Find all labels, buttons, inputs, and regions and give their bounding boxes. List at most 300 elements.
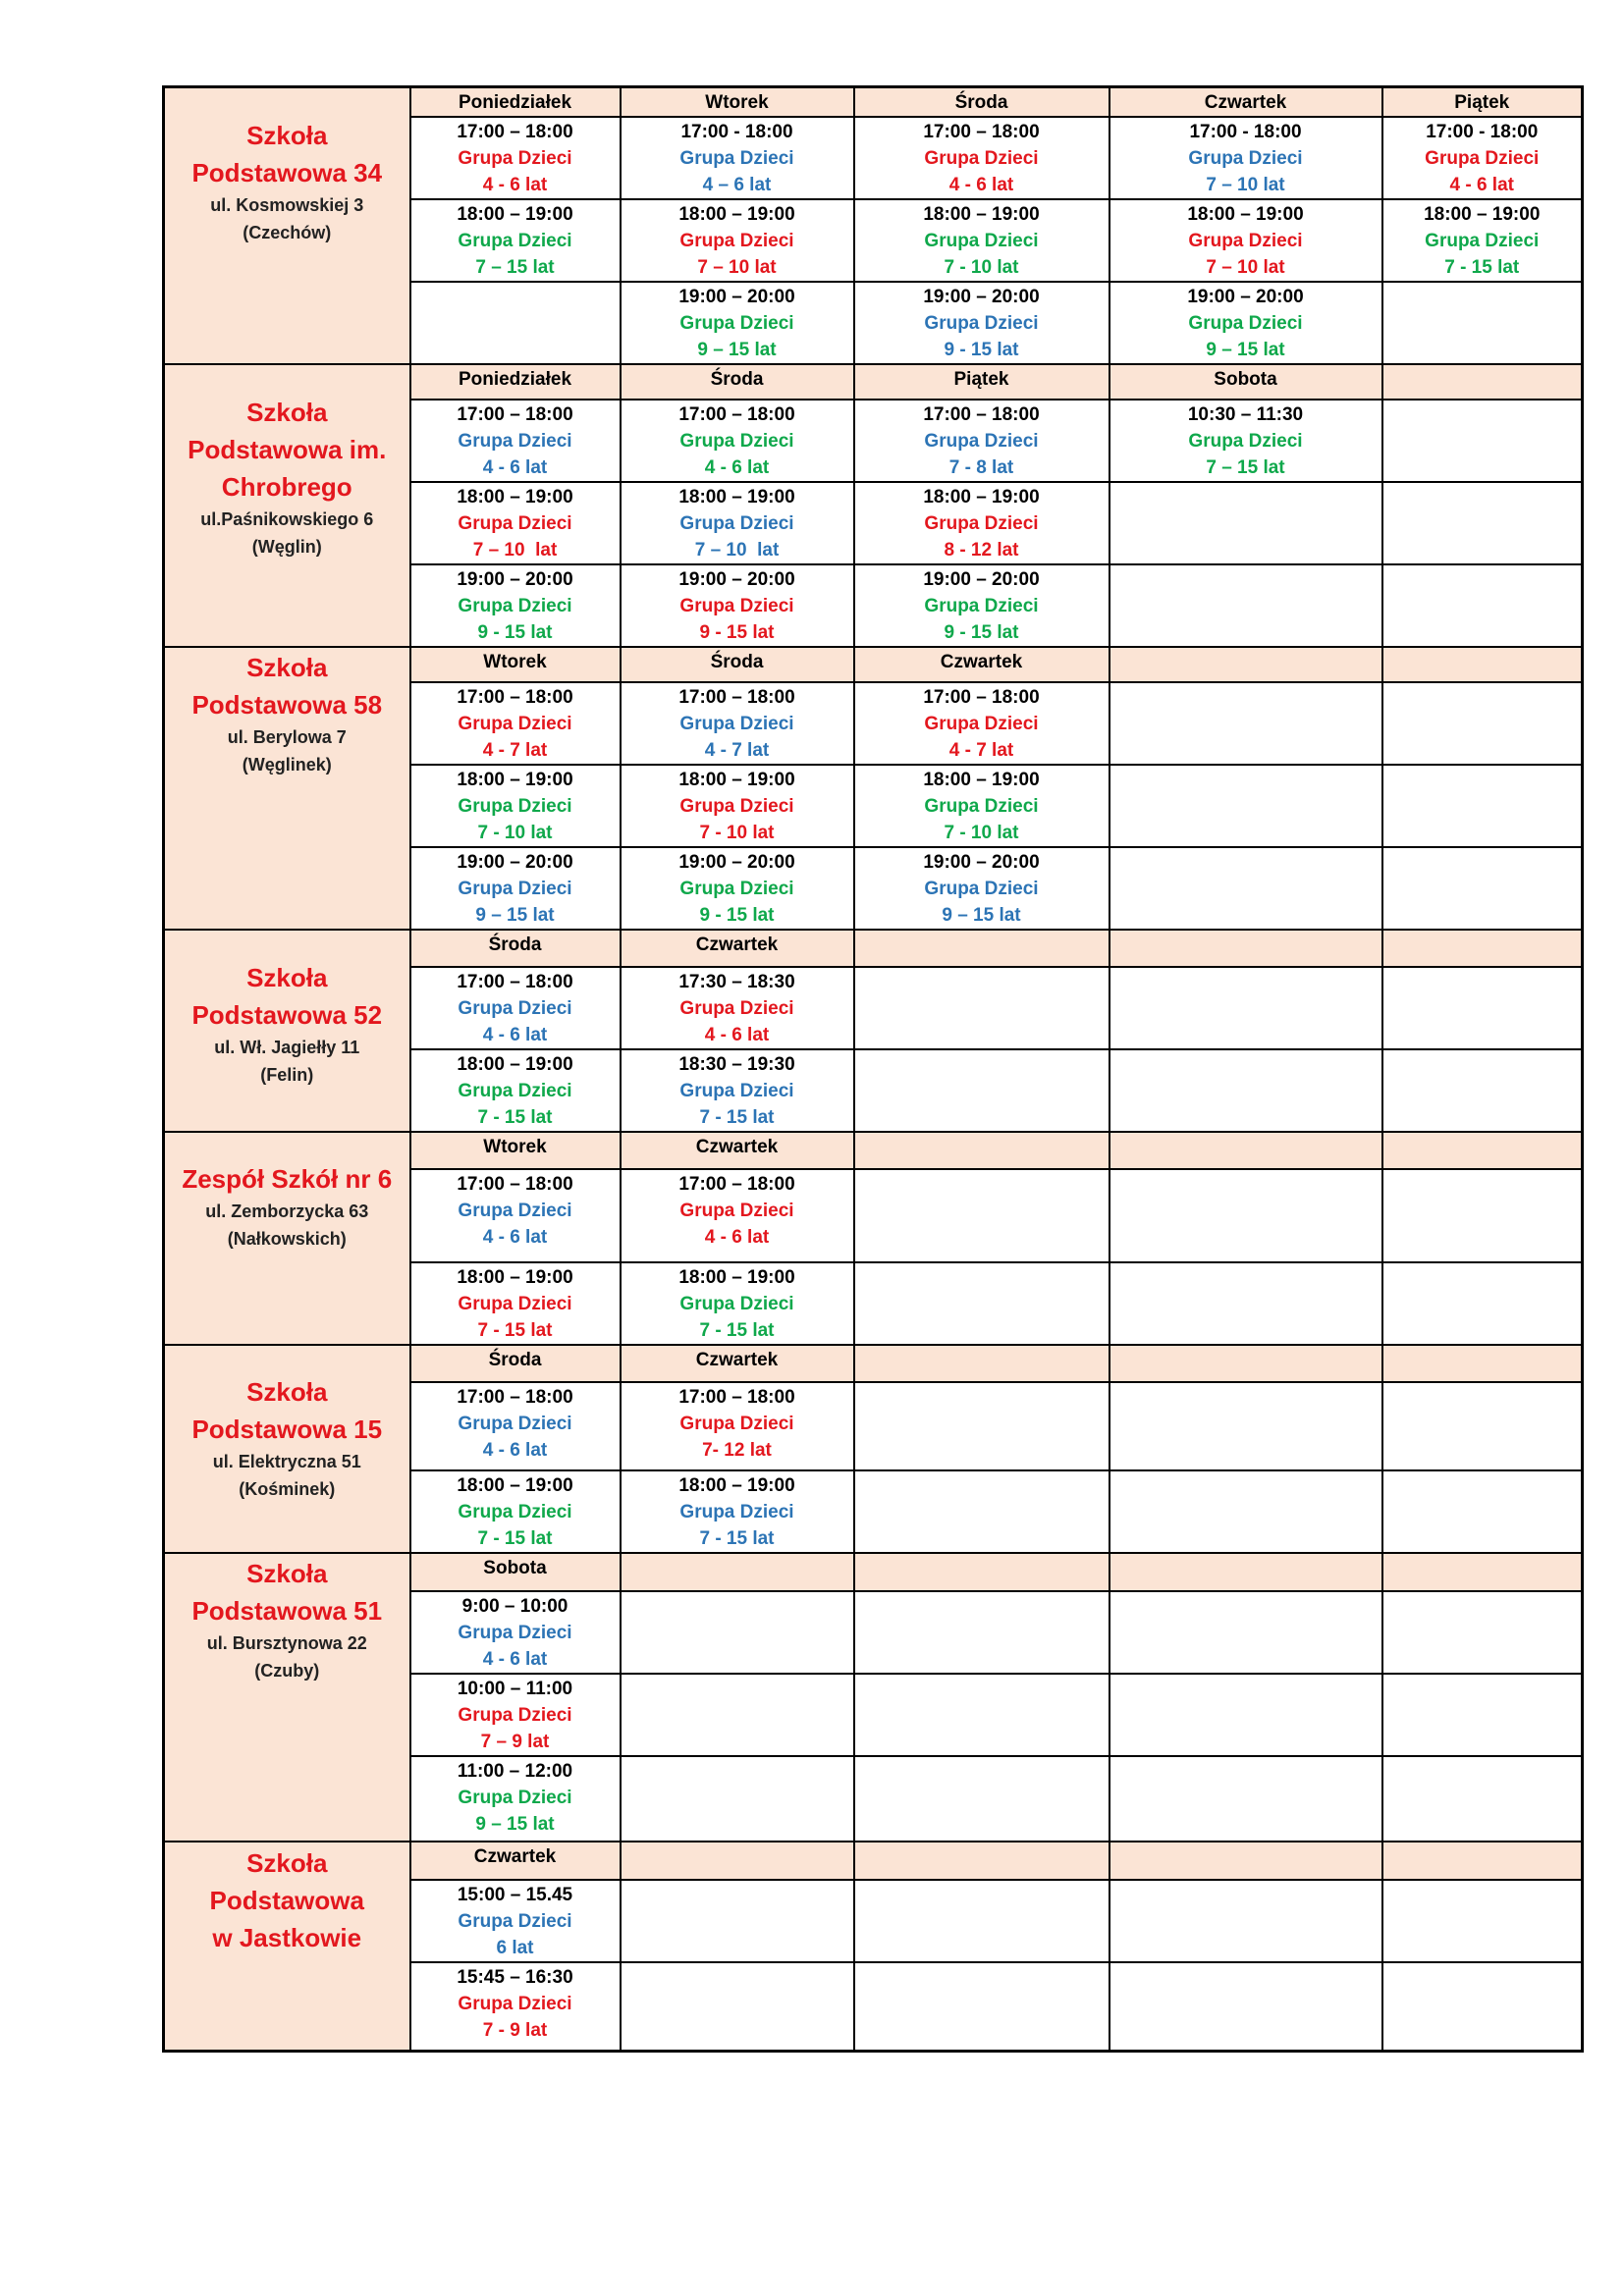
age-range: 4 - 6 lat	[482, 1025, 548, 1045]
empty-slot	[1382, 1591, 1583, 1674]
group-label: Grupa Dzieci	[458, 1705, 572, 1726]
slot-time: 18:00 – 19:00	[678, 204, 795, 225]
class-slot	[621, 765, 854, 847]
empty-slot	[1110, 482, 1382, 564]
slot-time: 19:00 – 20:00	[457, 569, 573, 590]
slot-time: 19:00 – 20:00	[678, 287, 795, 307]
empty-slot	[1382, 282, 1583, 364]
day-header-row	[164, 1345, 1583, 1382]
slot-time: 18:00 – 19:00	[457, 770, 573, 790]
slot-time: 18:00 – 19:00	[1187, 204, 1304, 225]
school-address: ul.Paśnikowskiego 6	[200, 509, 374, 529]
class-slot	[621, 117, 854, 199]
group-label: Grupa Dzieci	[458, 596, 572, 616]
slot-time: 17:00 – 18:00	[457, 972, 573, 992]
group-label: Grupa Dzieci	[458, 1414, 572, 1434]
empty-slot	[854, 1049, 1110, 1132]
day-header: Czwartek	[621, 1345, 854, 1382]
school-name: Chrobrego	[221, 472, 352, 502]
class-slot	[621, 482, 854, 564]
class-slot	[410, 682, 621, 765]
age-range: 4 - 6 lat	[482, 1227, 548, 1248]
empty-slot	[1382, 400, 1583, 482]
age-range: 7 – 10 lat	[1206, 175, 1285, 195]
age-range: 7 - 15 lat	[699, 1320, 775, 1341]
group-label: Grupa Dzieci	[924, 796, 1039, 817]
class-slot	[621, 847, 854, 930]
empty-slot	[1382, 1674, 1583, 1756]
slot-time: 18:00 – 19:00	[923, 487, 1040, 507]
class-slot	[410, 1169, 621, 1262]
group-label: Grupa Dzieci	[458, 1623, 572, 1643]
school-district: (Węglinek)	[242, 755, 332, 774]
school-cell	[164, 87, 410, 365]
group-label: Grupa Dzieci	[924, 148, 1039, 169]
group-label: Grupa Dzieci	[679, 313, 794, 334]
empty-slot	[1382, 1169, 1583, 1262]
empty-slot	[1110, 1169, 1382, 1262]
empty-slot	[1110, 967, 1382, 1049]
class-slot	[854, 564, 1110, 647]
group-label: Grupa Dzieci	[679, 1502, 794, 1522]
slot-time: 18:00 – 19:00	[457, 1267, 573, 1288]
group-label: Grupa Dzieci	[458, 1294, 572, 1314]
slot-time: 19:00 – 20:00	[1187, 287, 1304, 307]
empty-slot	[854, 1169, 1110, 1262]
empty-slot	[1382, 482, 1583, 564]
class-slot	[1382, 199, 1583, 282]
group-label: Grupa Dzieci	[458, 431, 572, 452]
group-label: Grupa Dzieci	[458, 879, 572, 899]
empty-slot	[1110, 1880, 1382, 1962]
empty-slot	[1110, 682, 1382, 765]
day-header-empty	[854, 930, 1110, 967]
slot-time: 10:30 – 11:30	[1187, 404, 1304, 425]
slot-time: 17:00 – 18:00	[678, 404, 795, 425]
class-slot	[1382, 117, 1583, 199]
day-header-empty	[1382, 1553, 1583, 1591]
group-label: Grupa Dzieci	[679, 796, 794, 817]
school-cell	[164, 364, 410, 647]
schedule-body	[164, 87, 1583, 2052]
age-range: 9 – 15 lat	[942, 905, 1021, 926]
slot-time: 18:00 – 19:00	[678, 1475, 795, 1496]
slot-time: 18:00 – 19:00	[923, 204, 1040, 225]
age-range: 7 - 15 lat	[699, 1528, 775, 1549]
age-range: 7 - 15 lat	[477, 1528, 553, 1549]
school-address: ul. Zemborzycka 63	[205, 1201, 369, 1221]
day-header-empty	[854, 1345, 1110, 1382]
group-label: Grupa Dzieci	[679, 998, 794, 1019]
age-range: 7 – 10 lat	[1206, 257, 1285, 278]
school-name: Zespół Szkół nr 6	[182, 1164, 393, 1194]
slot-time: 17:00 – 18:00	[923, 122, 1040, 142]
class-slot	[621, 282, 854, 364]
class-slot	[410, 765, 621, 847]
slot-time: 19:00 – 20:00	[678, 569, 795, 590]
age-range: 7 - 10 lat	[477, 823, 553, 843]
empty-slot	[854, 1962, 1110, 2051]
age-range: 4 – 6 lat	[702, 175, 772, 195]
age-range: 6 lat	[496, 1938, 534, 1958]
class-slot	[410, 1880, 621, 1962]
class-slot	[621, 1470, 854, 1553]
slot-time: 17:00 - 18:00	[1189, 122, 1302, 142]
group-label: Grupa Dzieci	[458, 513, 572, 534]
day-header-empty	[854, 1132, 1110, 1169]
group-label: Grupa Dzieci	[1188, 148, 1303, 169]
age-range: 7 - 8 lat	[948, 457, 1014, 478]
slot-time: 9:00 – 10:00	[461, 1596, 568, 1617]
class-slot	[410, 1262, 621, 1345]
empty-slot	[854, 1674, 1110, 1756]
slot-time: 17:00 – 18:00	[457, 1174, 573, 1195]
day-header: Środa	[410, 930, 621, 967]
school-district: (Felin)	[260, 1065, 314, 1085]
day-header-empty	[621, 1553, 854, 1591]
age-range: 4 - 6 lat	[482, 457, 548, 478]
age-range: 7 - 15 lat	[699, 1107, 775, 1128]
day-header-row	[164, 1842, 1583, 1880]
class-slot	[854, 482, 1110, 564]
day-header: Sobota	[1110, 364, 1382, 400]
school-district: (Węglin)	[251, 537, 322, 557]
group-label: Grupa Dzieci	[679, 513, 794, 534]
age-range: 9 - 15 lat	[944, 340, 1019, 360]
school-address: ul. Wł. Jagiełły 11	[214, 1038, 360, 1057]
class-slot	[410, 847, 621, 930]
day-header-empty	[1110, 647, 1382, 682]
slot-time: 19:00 – 20:00	[923, 852, 1040, 873]
group-label: Grupa Dzieci	[458, 148, 572, 169]
school-cell	[164, 1553, 410, 1842]
class-slot	[410, 1756, 621, 1842]
age-range: 7 - 9 lat	[482, 2020, 548, 2041]
day-header-empty	[1382, 647, 1583, 682]
slot-time: 19:00 – 20:00	[457, 852, 573, 873]
school-cell	[164, 1132, 410, 1345]
day-header-row	[164, 364, 1583, 400]
day-header-empty	[1382, 1842, 1583, 1880]
group-label: Grupa Dzieci	[679, 714, 794, 734]
age-range: 4 - 6 lat	[482, 1649, 548, 1670]
group-label: Grupa Dzieci	[679, 231, 794, 251]
group-label: Grupa Dzieci	[679, 596, 794, 616]
slot-time: 18:00 – 19:00	[457, 1054, 573, 1075]
slot-time: 11:00 – 12:00	[457, 1761, 573, 1782]
group-label: Grupa Dzieci	[924, 596, 1039, 616]
group-label: Grupa Dzieci	[1425, 231, 1540, 251]
group-label: Grupa Dzieci	[924, 513, 1039, 534]
age-range: 4 - 7 lat	[948, 740, 1014, 761]
age-range: 7 – 10 lat	[694, 540, 780, 561]
slot-time: 17:00 – 18:00	[457, 404, 573, 425]
day-header-row	[164, 930, 1583, 967]
class-slot	[854, 400, 1110, 482]
school-cell	[164, 647, 410, 930]
age-range: 9 - 15 lat	[699, 622, 775, 643]
empty-slot	[621, 1756, 854, 1842]
class-slot	[410, 1674, 621, 1756]
slot-time: 18:00 – 19:00	[678, 487, 795, 507]
group-label: Grupa Dzieci	[679, 879, 794, 899]
empty-slot	[1382, 847, 1583, 930]
age-range: 7 - 15 lat	[1444, 257, 1520, 278]
age-range: 7 – 10 lat	[697, 257, 777, 278]
class-slot	[854, 282, 1110, 364]
slot-time: 17:00 – 18:00	[457, 1387, 573, 1408]
age-range: 7 – 9 lat	[480, 1732, 550, 1752]
empty-slot	[854, 1382, 1110, 1470]
day-header: Środa	[410, 1345, 621, 1382]
class-slot	[410, 1382, 621, 1470]
school-address: ul. Kosmowskiej 3	[210, 195, 364, 215]
day-header-empty	[854, 1842, 1110, 1880]
class-slot	[621, 1049, 854, 1132]
age-range: 9 – 15 lat	[475, 1814, 555, 1835]
group-label: Grupa Dzieci	[458, 714, 572, 734]
day-header: Środa	[621, 647, 854, 682]
class-slot	[410, 1591, 621, 1674]
school-cell	[164, 1842, 410, 2051]
age-range: 7 - 10 lat	[699, 823, 775, 843]
group-label: Grupa Dzieci	[458, 998, 572, 1019]
school-name: Podstawowa 58	[191, 690, 383, 720]
age-range: 7 - 15 lat	[477, 1320, 553, 1341]
school-address: ul. Bursztynowa 22	[206, 1633, 367, 1653]
empty-slot	[1110, 1049, 1382, 1132]
empty-slot	[1382, 1880, 1583, 1962]
group-label: Grupa Dzieci	[458, 796, 572, 817]
school-name: Szkoła	[246, 963, 328, 992]
group-label: Grupa Dzieci	[458, 1911, 572, 1932]
empty-slot	[854, 1470, 1110, 1553]
class-slot	[621, 1262, 854, 1345]
empty-slot	[1382, 765, 1583, 847]
age-range: 4 - 6 lat	[482, 175, 548, 195]
school-district: (Czuby)	[254, 1661, 320, 1681]
empty-slot	[1382, 1962, 1583, 2051]
day-header-row	[164, 647, 1583, 682]
group-label: Grupa Dzieci	[1188, 313, 1303, 334]
group-label: Grupa Dzieci	[1425, 148, 1540, 169]
day-header: Wtorek	[621, 87, 854, 118]
slot-time: 17:00 - 18:00	[1426, 122, 1539, 142]
class-slot	[410, 117, 621, 199]
empty-slot	[854, 967, 1110, 1049]
class-slot	[1110, 282, 1382, 364]
slot-time: 19:00 – 20:00	[923, 569, 1040, 590]
school-name: Podstawowa im.	[188, 435, 387, 464]
slot-time: 17:00 – 18:00	[678, 1387, 795, 1408]
empty-slot	[1110, 1382, 1382, 1470]
day-header-empty	[1382, 930, 1583, 967]
school-name: Podstawowa	[209, 1886, 364, 1915]
slot-time: 17:00 – 18:00	[678, 1174, 795, 1195]
school-cell	[164, 930, 410, 1132]
group-label: Grupa Dzieci	[458, 1788, 572, 1808]
day-header-empty	[1110, 1553, 1382, 1591]
slot-time: 17:00 – 18:00	[923, 687, 1040, 708]
group-label: Grupa Dzieci	[924, 714, 1039, 734]
age-range: 7 - 10 lat	[944, 823, 1019, 843]
class-slot	[854, 847, 1110, 930]
group-label: Grupa Dzieci	[924, 231, 1039, 251]
school-district: (Czechów)	[243, 223, 332, 242]
day-header-row	[164, 1553, 1583, 1591]
school-name: Szkoła	[246, 121, 328, 150]
group-label: Grupa Dzieci	[458, 231, 572, 251]
schedule-table	[162, 85, 1584, 2053]
empty-slot	[621, 1962, 854, 2051]
age-range: 7 – 10 lat	[472, 540, 558, 561]
group-label: Grupa Dzieci	[679, 1414, 794, 1434]
empty-slot	[1110, 1262, 1382, 1345]
empty-slot	[621, 1591, 854, 1674]
age-range: 4 - 6 lat	[704, 457, 770, 478]
day-header-empty	[1110, 1345, 1382, 1382]
age-range: 7 – 15 lat	[1206, 457, 1285, 478]
class-slot	[410, 1470, 621, 1553]
empty-slot	[1382, 1470, 1583, 1553]
age-range: 4 - 7 lat	[482, 740, 548, 761]
day-header: Poniedziałek	[410, 364, 621, 400]
group-label: Grupa Dzieci	[679, 1294, 794, 1314]
class-slot	[621, 199, 854, 282]
age-range: 7 - 15 lat	[477, 1107, 553, 1128]
school-name: Podstawowa 51	[191, 1596, 383, 1626]
class-slot	[621, 1382, 854, 1470]
empty-slot	[621, 1880, 854, 1962]
age-range: 7- 12 lat	[702, 1440, 772, 1461]
slot-time: 18:00 – 19:00	[923, 770, 1040, 790]
day-header-empty	[621, 1842, 854, 1880]
age-range: 4 - 6 lat	[482, 1440, 548, 1461]
class-slot	[621, 400, 854, 482]
empty-slot	[1382, 1756, 1583, 1842]
age-range: 7 – 15 lat	[475, 257, 555, 278]
group-label: Grupa Dzieci	[458, 1081, 572, 1101]
school-name: w Jastkowie	[212, 1923, 362, 1952]
day-header: Czwartek	[621, 1132, 854, 1169]
age-range: 4 - 7 lat	[704, 740, 770, 761]
day-header-empty	[1110, 930, 1382, 967]
empty-slot	[854, 1591, 1110, 1674]
group-label: Grupa Dzieci	[679, 1201, 794, 1221]
age-range: 8 - 12 lat	[944, 540, 1019, 561]
school-name: Szkoła	[246, 1848, 328, 1878]
class-slot	[410, 1049, 621, 1132]
class-slot	[854, 765, 1110, 847]
day-header-empty	[1382, 364, 1583, 400]
slot-time: 15:00 – 15.45	[457, 1885, 573, 1905]
slot-time: 17:00 – 18:00	[457, 687, 573, 708]
day-header: Piątek	[1382, 87, 1583, 118]
slot-time: 19:00 – 20:00	[923, 287, 1040, 307]
class-slot	[410, 1962, 621, 2051]
empty-slot	[1382, 1049, 1583, 1132]
group-label: Grupa Dzieci	[458, 1201, 572, 1221]
class-slot	[854, 117, 1110, 199]
school-district: (Nałkowskich)	[227, 1229, 347, 1249]
day-header-empty	[1110, 1132, 1382, 1169]
school-cell	[164, 1345, 410, 1553]
empty-slot	[1110, 1591, 1382, 1674]
empty-slot	[854, 1880, 1110, 1962]
group-label: Grupa Dzieci	[1188, 231, 1303, 251]
group-label: Grupa Dzieci	[924, 313, 1039, 334]
age-range: 9 – 15 lat	[475, 905, 555, 926]
class-slot	[410, 482, 621, 564]
slot-time: 17:00 – 18:00	[923, 404, 1040, 425]
day-header: Czwartek	[410, 1842, 621, 1880]
group-label: Grupa Dzieci	[924, 879, 1039, 899]
empty-slot	[410, 282, 621, 364]
age-range: 9 - 15 lat	[699, 905, 775, 926]
slot-time: 17:30 – 18:30	[678, 972, 795, 992]
age-range: 4 - 6 lat	[948, 175, 1014, 195]
day-header: Wtorek	[410, 1132, 621, 1169]
day-header: Środa	[621, 364, 854, 400]
class-slot	[621, 682, 854, 765]
group-label: Grupa Dzieci	[679, 431, 794, 452]
empty-slot	[854, 1756, 1110, 1842]
empty-slot	[1382, 682, 1583, 765]
group-label: Grupa Dzieci	[679, 148, 794, 169]
school-name: Szkoła	[246, 1377, 328, 1407]
day-header-empty	[1110, 1842, 1382, 1880]
day-header-row	[164, 87, 1583, 118]
empty-slot	[1382, 1262, 1583, 1345]
group-label: Grupa Dzieci	[924, 431, 1039, 452]
slot-time: 15:45 – 16:30	[457, 1967, 573, 1988]
empty-slot	[1110, 1470, 1382, 1553]
empty-slot	[1110, 765, 1382, 847]
day-header: Środa	[854, 87, 1110, 118]
class-slot	[1110, 400, 1382, 482]
slot-time: 19:00 – 20:00	[678, 852, 795, 873]
empty-slot	[1110, 1756, 1382, 1842]
slot-time: 18:30 – 19:30	[678, 1054, 795, 1075]
slot-time: 18:00 – 19:00	[678, 1267, 795, 1288]
age-range: 4 - 6 lat	[704, 1227, 770, 1248]
slot-time: 10:00 – 11:00	[457, 1679, 573, 1699]
day-header: Czwartek	[1110, 87, 1382, 118]
class-slot	[1110, 117, 1382, 199]
slot-time: 18:00 – 19:00	[457, 487, 573, 507]
empty-slot	[621, 1674, 854, 1756]
class-slot	[410, 199, 621, 282]
class-slot	[410, 400, 621, 482]
empty-slot	[1110, 564, 1382, 647]
slot-time: 17:00 - 18:00	[680, 122, 793, 142]
class-slot	[410, 564, 621, 647]
empty-slot	[854, 1262, 1110, 1345]
day-header: Piątek	[854, 364, 1110, 400]
day-header-empty	[854, 1553, 1110, 1591]
class-slot	[410, 967, 621, 1049]
day-header: Wtorek	[410, 647, 621, 682]
slot-time: 18:00 – 19:00	[457, 1475, 573, 1496]
school-name: Szkoła	[246, 398, 328, 427]
group-label: Grupa Dzieci	[458, 1994, 572, 2014]
empty-slot	[1382, 564, 1583, 647]
slot-time: 18:00 – 19:00	[678, 770, 795, 790]
class-slot	[854, 682, 1110, 765]
day-header: Czwartek	[621, 930, 854, 967]
school-name: Podstawowa 15	[191, 1415, 383, 1444]
slot-time: 17:00 – 18:00	[678, 687, 795, 708]
